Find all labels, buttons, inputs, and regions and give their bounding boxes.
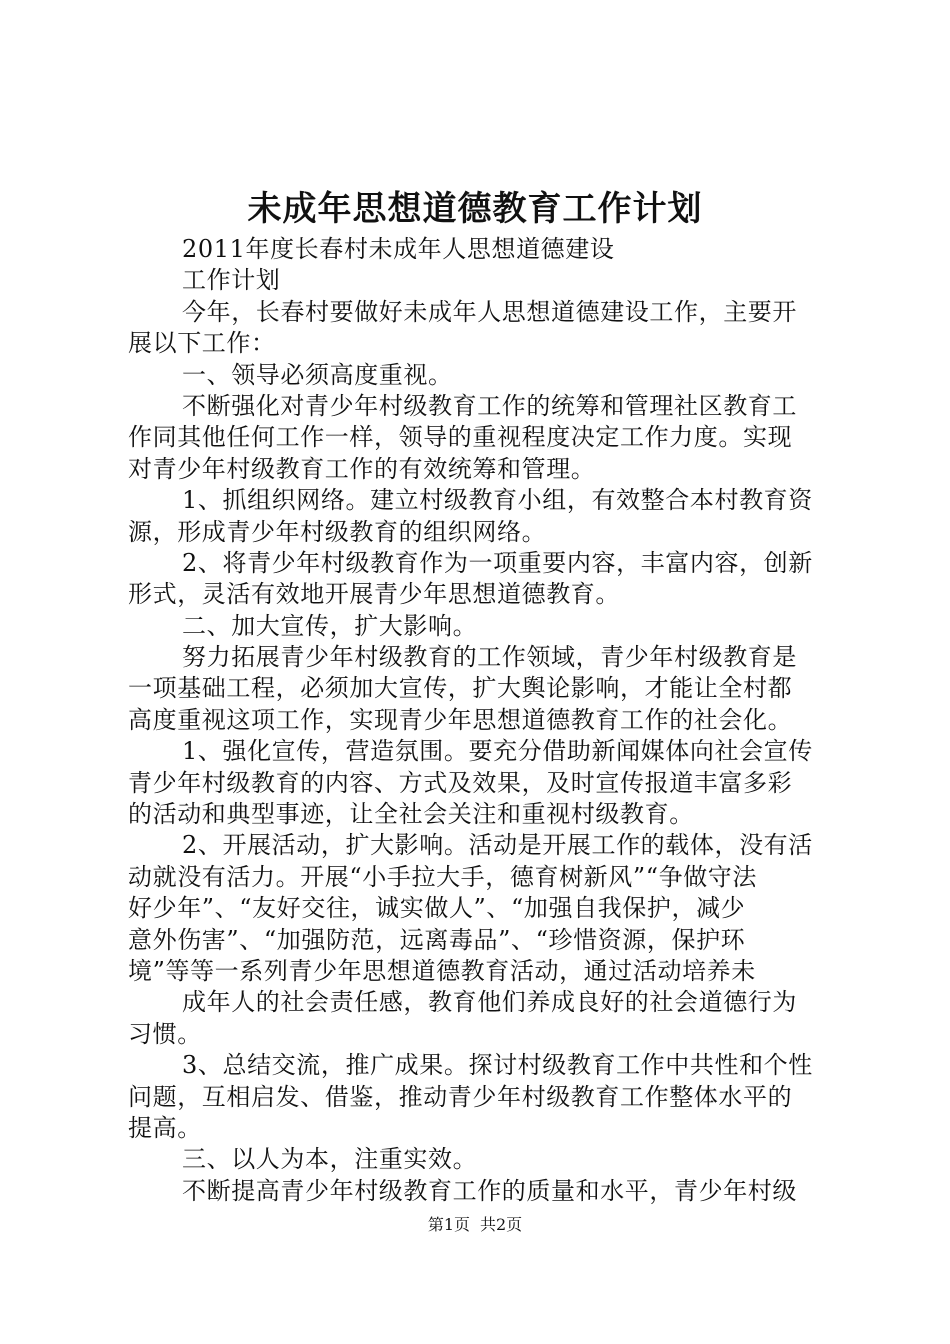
document-title: 未成年思想道德教育工作计划 <box>247 189 703 229</box>
text-line: 工作计划 <box>182 266 281 295</box>
text-line: 一项基础工程，必须加大宣传，扩大舆论影响，才能让全村都 <box>128 674 793 703</box>
text-line: 二、加大宣传，扩大影响。 <box>182 611 478 640</box>
text-line: 作同其他任何工作一样，领导的重视程度决定工作力度。实现 <box>128 423 793 452</box>
text-line: 成年人的社会责任感，教育他们养成良好的社会道德行为 <box>182 988 797 1017</box>
page-total: 共2页 <box>480 1215 523 1234</box>
text-line: 1、强化宣传，营造氛围。要充分借助新闻媒体向社会宣传 <box>182 737 813 766</box>
page-footer <box>0 1213 950 1237</box>
page-number: 第1页 <box>427 1215 470 1234</box>
text-line: 提高。 <box>128 1113 202 1142</box>
text-line: 不断提高青少年村级教育工作的质量和水平，青少年村级 <box>182 1176 797 1205</box>
text-line: 2011年度长春村未成年人思想道德建设 <box>182 235 615 263</box>
text-line: 境”等等一系列青少年思想道德教育活动，通过活动培养未 <box>128 956 756 985</box>
text-line: 形式，灵活有效地开展青少年思想道德教育。 <box>128 580 620 609</box>
text-line: 动就没有活力。开展“小手拉大手，德育树新风”“争做守法 <box>128 862 758 891</box>
text-line: 3、总结交流，推广成果。探讨村级教育工作中共性和个性 <box>182 1051 813 1080</box>
text-line: 努力拓展青少年村级教育的工作领域，青少年村级教育是 <box>182 643 797 672</box>
text-line: 今年，长春村要做好未成年人思想道德建设工作，主要开 <box>182 297 797 326</box>
text-line: 展以下工作： <box>128 329 276 358</box>
document-body <box>128 234 832 1207</box>
text-line: 意外伤害”、“加强防范，远离毒品”、“珍惜资源，保护环 <box>128 925 746 954</box>
text-line: 2、开展活动，扩大影响。活动是开展工作的载体，没有活 <box>182 831 813 860</box>
text-line: 青少年村级教育的内容、方式及效果，及时宣传报道丰富多彩 <box>128 768 793 797</box>
text-line: 的活动和典型事迹，让全社会关注和重视村级教育。 <box>128 800 694 829</box>
text-line: 好少年”、“友好交往，诚实做人”、“加强自我保护，减少 <box>128 894 746 923</box>
text-line: 对青少年村级教育工作的有效统筹和管理。 <box>128 454 596 483</box>
text-line: 高度重视这项工作，实现青少年思想道德教育工作的社会化。 <box>128 705 793 734</box>
text-line: 问题，互相启发、借鉴，推动青少年村级教育工作整体水平的 <box>128 1082 793 1111</box>
text-line: 不断强化对青少年村级教育工作的统筹和管理社区教育工 <box>182 391 797 420</box>
text-line: 习惯。 <box>128 1019 202 1048</box>
text-line: 1、抓组织网络。建立村级教育小组，有效整合本村教育资 <box>182 486 813 515</box>
text-line: 源，形成青少年村级教育的组织网络。 <box>128 517 547 546</box>
text-line: 三、以人为本，注重实效。 <box>182 1145 478 1174</box>
text-line: 2、将青少年村级教育作为一项重要内容，丰富内容，创新 <box>182 548 813 577</box>
text-line: 一、领导必须高度重视。 <box>182 360 453 389</box>
